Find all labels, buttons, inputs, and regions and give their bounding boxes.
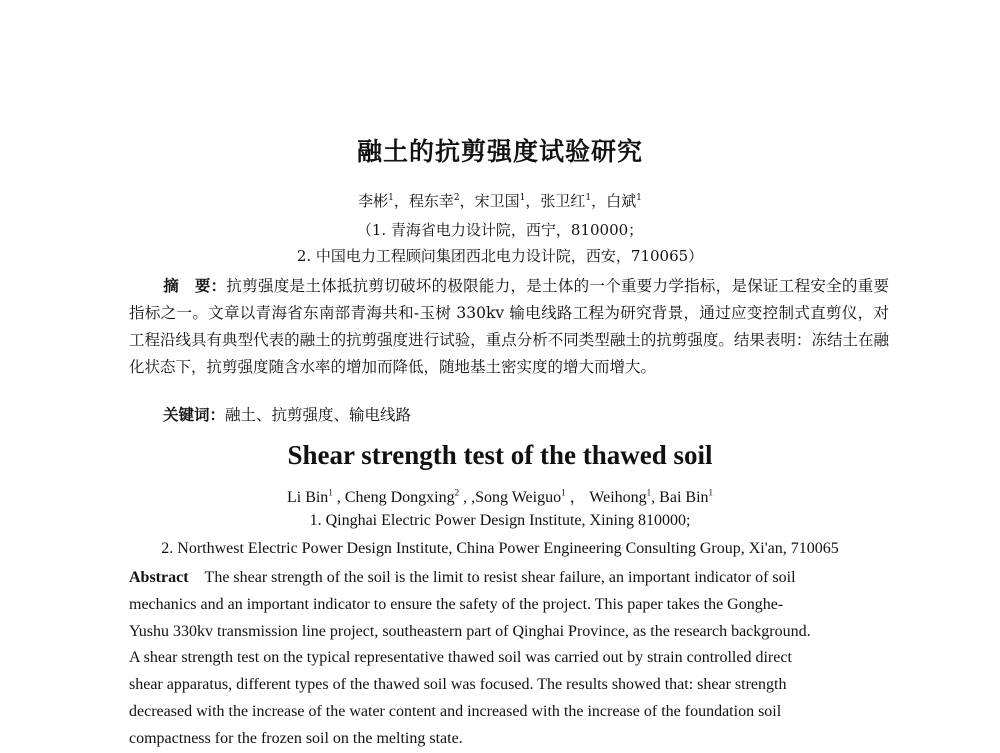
author: Weihong$^1$, [589,487,660,506]
author: 白斌$^1$ [606,192,642,210]
abstract-line: decreased with the increase of the water content and increased with the increase of the foundation soil [129,702,782,720]
chinese-abstract-label: 摘 要： [163,277,227,295]
abstract-line: shear apparatus, different types of the thawed soil was focused. The results showed that: shear strength [129,676,787,694]
author: Li Bin$^1$ , [286,487,345,506]
chinese-abstract-text: 抗剪强度是土体抵抗剪切破坏的极限能力，是土体的一个重要力学指标，是保证工程安全的重要指标之一。文章以青海省东南部青海共和-玉树 330kv 输电线路工程为研究背景，通过应变控制式直剪仪，对工程沿线具有典型代表的融土的抗剪强度进行试验，重点分析不同类型融土的抗剪强度。结果表明：冻结土在融化状态下，抗剪强度随含水率的增加而降低，随地基土密实度的增大而增大。 [129,277,889,376]
author: 李彬$^1$， [358,192,409,210]
chinese-authors [0,190,1000,211]
chinese-affiliation-1: （1. 青海省电力设计院，西宁，810000； [356,221,644,239]
author: Cheng Dongxing$^2$ , , [344,487,476,506]
abstract-line: compactness for the frozen soil on the melting state. [129,729,463,747]
chinese-keywords [163,403,411,425]
abstract-line: mechanics and an important indicator to ensure the safety of the project. This paper takes the Gonghe- [129,595,784,613]
english-affiliation-1: 1. Qinghai Electric Power Design Institute, Xining 810000; [309,512,691,529]
abstract-line: Yushu 330kv transmission line project, southeastern part of Qinghai Province, as the research background. [129,622,811,640]
chinese-title: 融土的抗剪强度试验研究 [356,137,643,166]
chinese-keywords-label: 关键词： [163,406,226,424]
abstract-line: Abstract The shear strength of the soil is the limit to resist shear failure, an important indicator of soil [129,569,796,586]
author: Song Weiguo$^1$ ， [475,487,590,506]
chinese-affiliation-2: 2. 中国电力工程顾问集团西北电力设计院，西安，710065） [296,247,704,265]
english-affiliation-2: 2. Northwest Electric Power Design Institute, China Power Engineering Consulting Group, Xi'an, 710065 [161,540,839,557]
chinese-keywords-text: 融土、抗剪强度、输电线路 [225,406,412,424]
author: 程东幸$^2$， [408,192,475,210]
author: 宋卫国$^1$， [474,192,541,210]
author: Bai Bin$^1$ [659,487,714,506]
author: 张卫红$^1$， [540,192,607,210]
english-authors [0,484,1000,507]
english-abstract-label: Abstract [129,569,189,586]
english-title: Shear strength test of the thawed soil [287,440,713,470]
abstract-line: A shear strength test on the typical representative thawed soil was carried out by strain controlled direct [129,649,792,667]
chinese-abstract [129,273,889,381]
english-abstract [129,565,889,753]
